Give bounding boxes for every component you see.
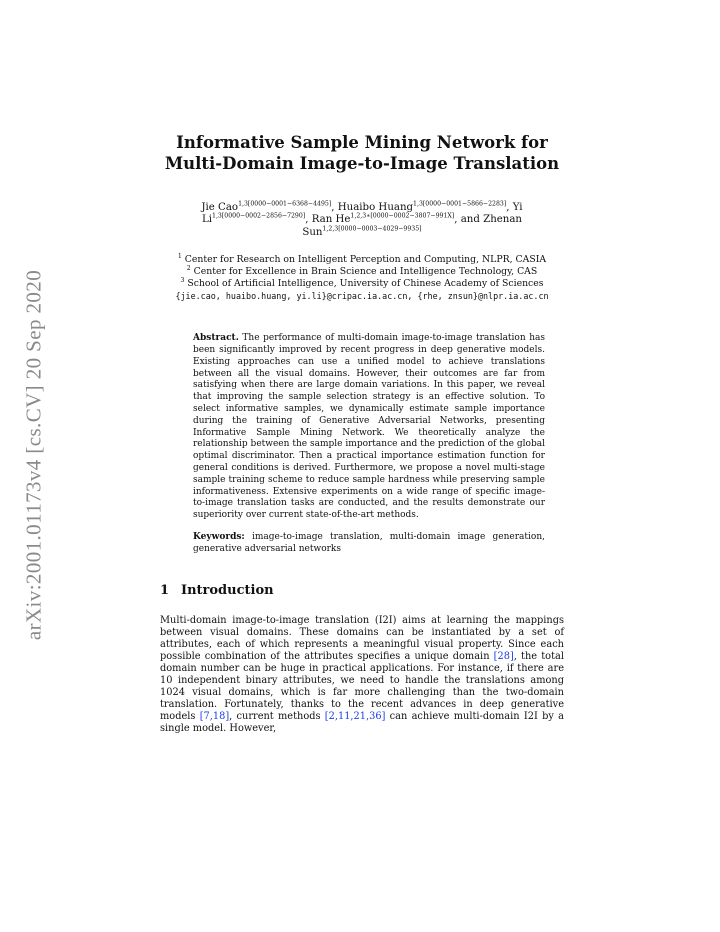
author-list: Jie Cao$^{1,3[0000-0001-6368-4495]}$, Huaibo Huang$^{1,3[0000-0001-5866-2283]}$, Yi $Li^{1,3[0000-0002-2856-7290]}$, Ran $He^{1,2,3∗[0000-0002-3807-991X]}$, and Zhenan Sun$^{1,2,3[0000-0003-4029-9935]}$ — [201, 200, 523, 238]
affiliation-3 — [160, 278, 564, 290]
paper-title — [160, 132, 564, 174]
paragraph-text: , the total domain number can be huge in practical applications. For instance, if there are 10 independent binary attributes, we need to handle the translations among 1024 visual domains, which is far more challenging than the two-domain translation. Fortunately, thanks to the recent advances in deep generative models — [160, 650, 564, 723]
author-emails: {jie.cao, huaibo.huang, yi.li}@cripac.ia.ac.cn, {rhe, znsun}@nlpr.ia.ac.cn — [175, 291, 549, 302]
author-name: Huaibo Huang — [337, 202, 414, 213]
title-line-2: Multi-Domain Image-to-Image Translation — [164, 154, 560, 173]
paragraph-text: can achieve multi-domain I2I by a single model. However, — [160, 711, 564, 735]
abstract-text: The performance of multi-domain image-to-image translation has been significantly improved by recent progress in deep generative models. Existing approaches can use a unified model to achieve translations between all the visual domains. However, their outcomes are far from satisfying when there are large domain variations. In this paper, we reveal that improving the sample selection strategy is an effective solution. To select informative samples, we dynamically estimate sample importance during the training of Generative Adversarial Networks, presenting Informative Sample Mining Network. We theoretically analyze the relationship between the sample importance and the prediction of the global optimal discriminator. Then a practical importance estimation function for general conditions is derived. Furthermore, we propose a novel multi-stage sample training scheme to reduce sample hardness while preserving sample informativeness. Extensive experiments on a wide range of specific image-to-image translation tasks are conducted, and the results demonstrate our superiority over current state-of-the-art methods. — [193, 333, 545, 521]
affiliation-marker: 1 — [177, 253, 182, 261]
section-heading — [160, 583, 564, 598]
section-title: Introduction — [181, 582, 274, 598]
section-number: 1 — [160, 582, 170, 598]
author-name: Yi — [512, 202, 523, 213]
paper-content — [160, 132, 564, 736]
author-orcid: 1,2,3∗[0000−0002−3807−991X] — [350, 213, 455, 221]
author-name: Ran He — [311, 214, 351, 226]
affiliation-1 — [160, 254, 564, 266]
keywords — [193, 532, 545, 556]
author-name: Zhenan — [483, 214, 522, 226]
affiliation-marker: 3 — [180, 277, 185, 285]
paragraph-text: , current methods — [229, 711, 325, 723]
author-name: Jie Cao — [201, 202, 239, 213]
affiliation-text: Center for Excellence in Brain Science and Intelligence Technology, CAS — [193, 266, 538, 278]
author-name: Sun — [302, 226, 323, 238]
citation-link[interactable]: [2,11,21,36] — [324, 711, 386, 723]
affiliations — [160, 254, 564, 302]
title-line-1: Informative Sample Mining Network for — [176, 133, 548, 152]
author-orcid: 1,3[0000−0002−2856−7290] — [212, 213, 306, 221]
keywords-label: Keywords: — [193, 531, 245, 542]
author-name: Li — [201, 214, 213, 226]
citation-link[interactable]: [7,18] — [199, 711, 230, 723]
author-orcid: 1,3[0000−0001−6368−4495] — [238, 200, 332, 208]
author-orcid: 1,3[0000−0001−5866−2283] — [413, 200, 507, 208]
abstract-label: Abstract. — [193, 333, 239, 344]
affiliation-text: School of Artificial Intelligence, University of Chinese Academy of Sciences — [187, 278, 544, 290]
author-orcid: 1,2,3[0000−0003−4029−9935] — [322, 225, 422, 233]
affiliation-marker: 2 — [186, 265, 191, 273]
introduction-paragraph — [160, 615, 564, 736]
affiliation-text: Center for Research on Intelligent Perception and Computing, NLPR, CASIA — [184, 254, 547, 266]
affiliation-2 — [160, 266, 564, 278]
abstract — [193, 333, 545, 522]
author-conjunction: and — [460, 214, 480, 226]
arxiv-identifier: arXiv:2001.01173v4 [cs.CV] 20 Sep 2020 — [21, 269, 46, 641]
arxiv-sidebar — [8, 245, 60, 665]
paragraph-text: Multi-domain image-to-image translation (I2I) aims at learning the mappings between visual domains. These domains can be instantiated by a set of attributes, each of which represents a meaningful visual property. Since each possible combination of the attributes specifies a unique domain — [160, 614, 564, 662]
keywords-text: image-to-image translation, multi-domain image generation, generative adversarial networks — [193, 531, 545, 554]
citation-link[interactable]: [28] — [493, 650, 514, 662]
